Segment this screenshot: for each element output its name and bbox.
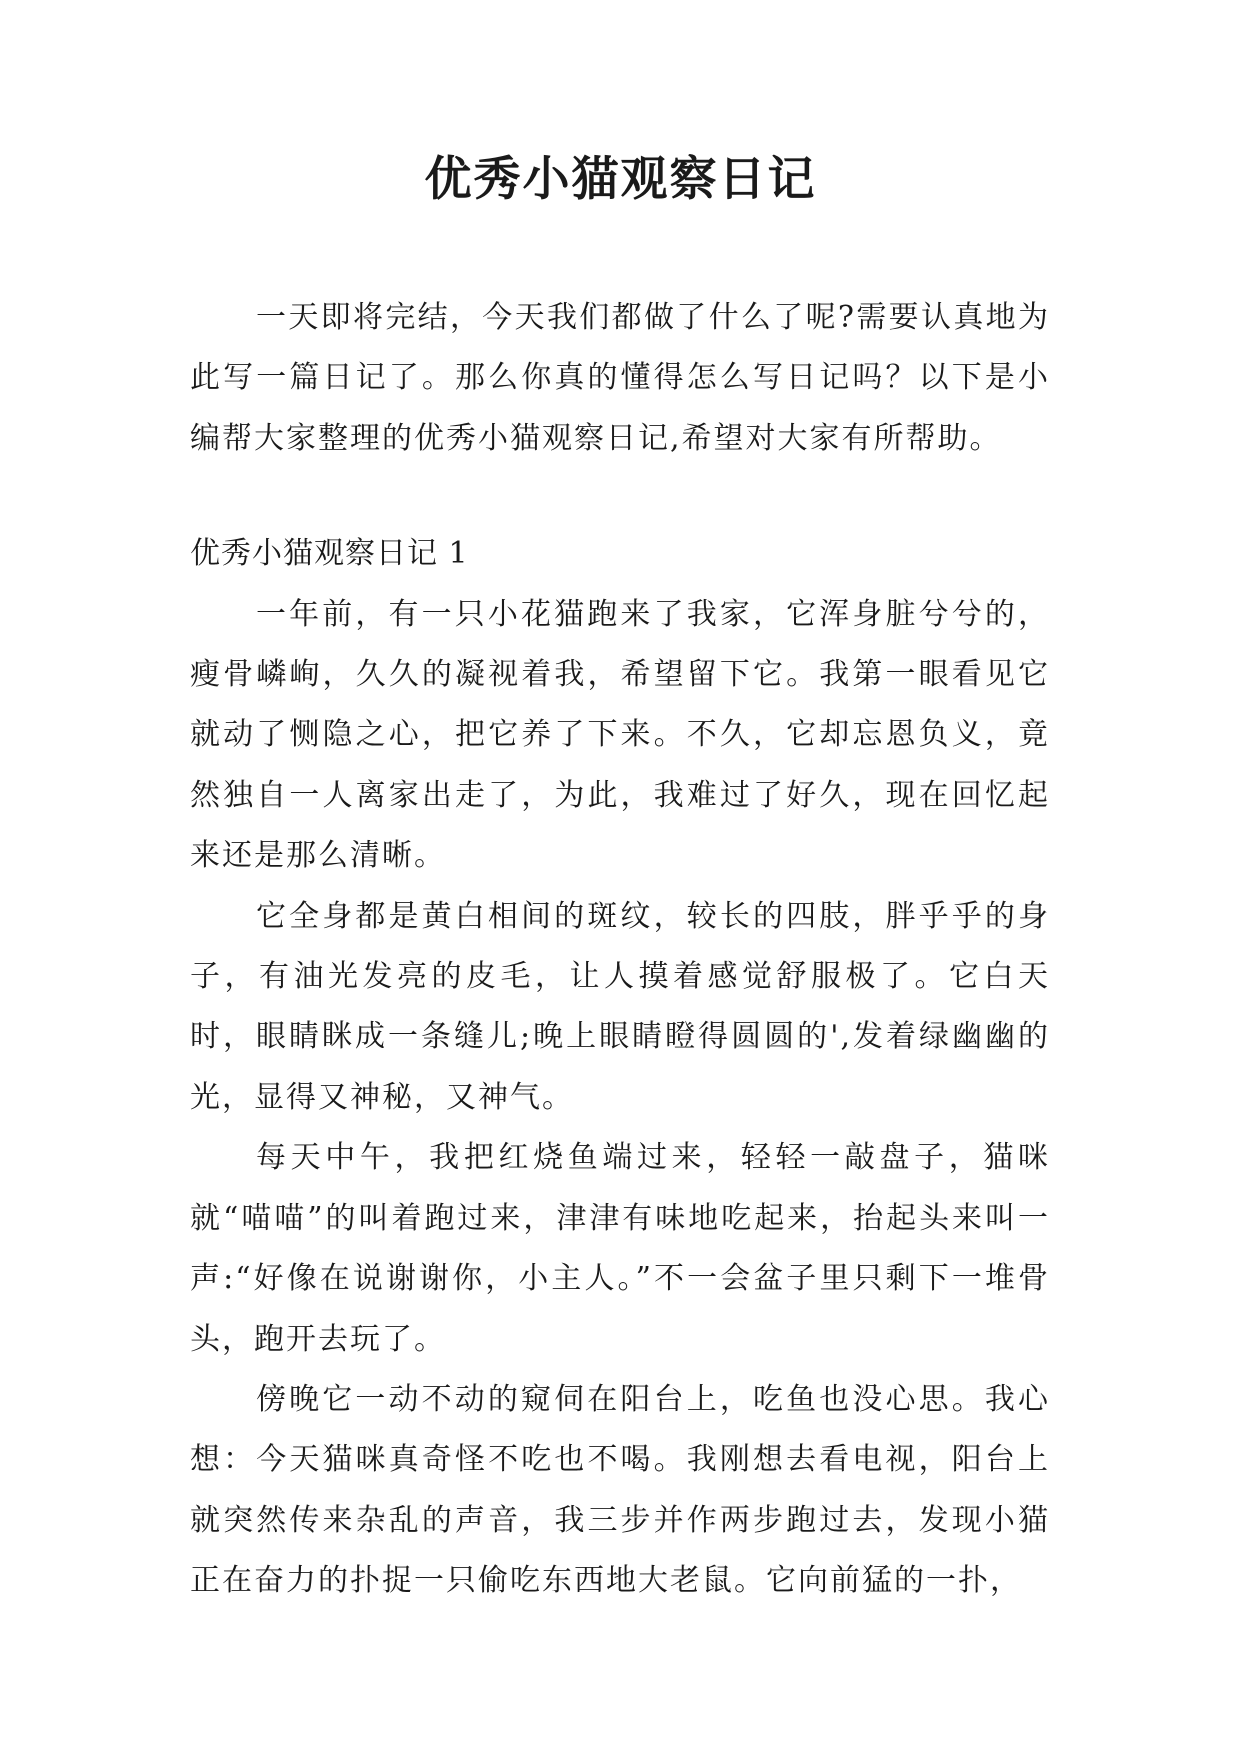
body-paragraph: 傍晚它一动不动的窥伺在阳台上，吃鱼也没心思。我心想：今天猫咪真奇怪不吃也不喝。我刚想去看电视，阳台上就突然传来杂乱的声音，我三步并作两步跑过去，发现小猫正在奋力的扑捉一只偷吃东西地大老鼠。它向前猛的一扑， — [190, 1381, 1050, 1599]
document-title: 优秀小猫观察日记 — [424, 152, 817, 207]
body-paragraph: 它全身都是黄白相间的斑纹，较长的四肢，胖乎乎的身子，有油光发亮的皮毛，让人摸着感觉舒服极了。它白天时，眼睛眯成一条缝儿;晚上眼睛瞪得圆圆的',发着绿幽幽的光，显得又神秘，又神气。 — [190, 898, 1050, 1115]
body-paragraph: 一年前，有一只小花猫跑来了我家，它浑身脏兮兮的，瘦骨嶙峋，久久的凝视着我，希望留下它。我第一眼看见它就动了恻隐之心，把它养了下来。不久，它却忘恩负义，竟然独自一人离家出走了，为此，我难过了好久，现在回忆起来还是那么清晰。 — [190, 596, 1050, 874]
intro-paragraph: 一天即将完结，今天我们都做了什么了呢?需要认真地为此写一篇日记了。那么你真的懂得怎么写日记吗？以下是小编帮大家整理的优秀小猫观察日记,希望对大家有所帮助。 — [190, 300, 1050, 456]
section-heading: 优秀小猫观察日记 1 — [190, 536, 469, 572]
body-paragraph: 每天中午，我把红烧鱼端过来，轻轻一敲盘子，猫咪就“喵喵”的叫着跑过来，津津有味地吃起来，抬起头来叫一声:“好像在说谢谢你，小主人。”不一会盆子里只剩下一堆骨头，跑开去玩了。 — [190, 1140, 1050, 1357]
document-body — [190, 288, 1050, 1612]
